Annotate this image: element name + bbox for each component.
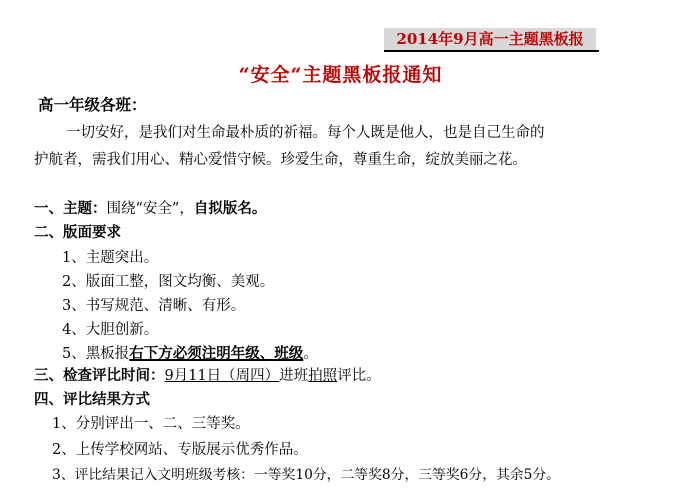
section-3-label: 三、检查评比时间： [34, 367, 165, 384]
intro-line-2: 护航者，需我们用心、精心爱惜守候。珍爱生命，尊重生命，绽放美丽之花。 [34, 152, 527, 168]
section-2-item-5-suffix: 。 [303, 346, 318, 362]
section-2-item-1: 1、主题突出。 [62, 250, 159, 266]
section-3-date: 9月11日（周四） [164, 368, 280, 384]
header-underline [384, 50, 599, 52]
intro-line-1: 一切安好，是我们对生命最朴质的祈福。每个人既是他人，也是自己生命的 [66, 125, 545, 141]
section-2-item-5-emphasis: 右下方必须注明年级、班级 [129, 345, 304, 362]
section-2-item-2: 2、版面工整，图文均衡、美观。 [62, 274, 275, 290]
section-3-text: 进班 [279, 368, 309, 384]
section-1 [34, 199, 266, 219]
section-3-suffix: 评比。 [337, 368, 381, 384]
section-2-label: 二、版面要求 [34, 224, 121, 241]
section-2-item-5-prefix: 5、黑板报 [62, 346, 130, 362]
section-2-item-5 [62, 344, 318, 364]
header-tag: 2014年9月高一主题黑板报 [384, 28, 596, 50]
section-4-item-2: 2、上传学校网站、专版展示优秀作品。 [52, 442, 308, 458]
page-title: “安全“主题黑板报通知 [238, 64, 443, 86]
section-1-label: 一、主题： [34, 200, 107, 217]
section-3 [34, 366, 381, 386]
section-1-text-bold: 自拟版名。 [193, 200, 267, 217]
salutation: 高一年级各班： [38, 95, 147, 114]
section-2-item-3: 3、书写规范、清晰、有形。 [62, 298, 246, 314]
section-4-label: 四、评比结果方式 [34, 391, 150, 408]
section-1-text: 围绕“安全”， [106, 201, 194, 217]
section-2-item-4: 4、大胆创新。 [62, 322, 159, 338]
section-4-item-1: 1、分别评出一、二、三等奖。 [52, 416, 250, 432]
section-3-photo: 拍照 [308, 368, 338, 384]
section-4-item-3: 3、评比结果记入文明班级考核：一等奖10分，二等奖8分，三等奖6分，其余5分。 [52, 467, 560, 483]
